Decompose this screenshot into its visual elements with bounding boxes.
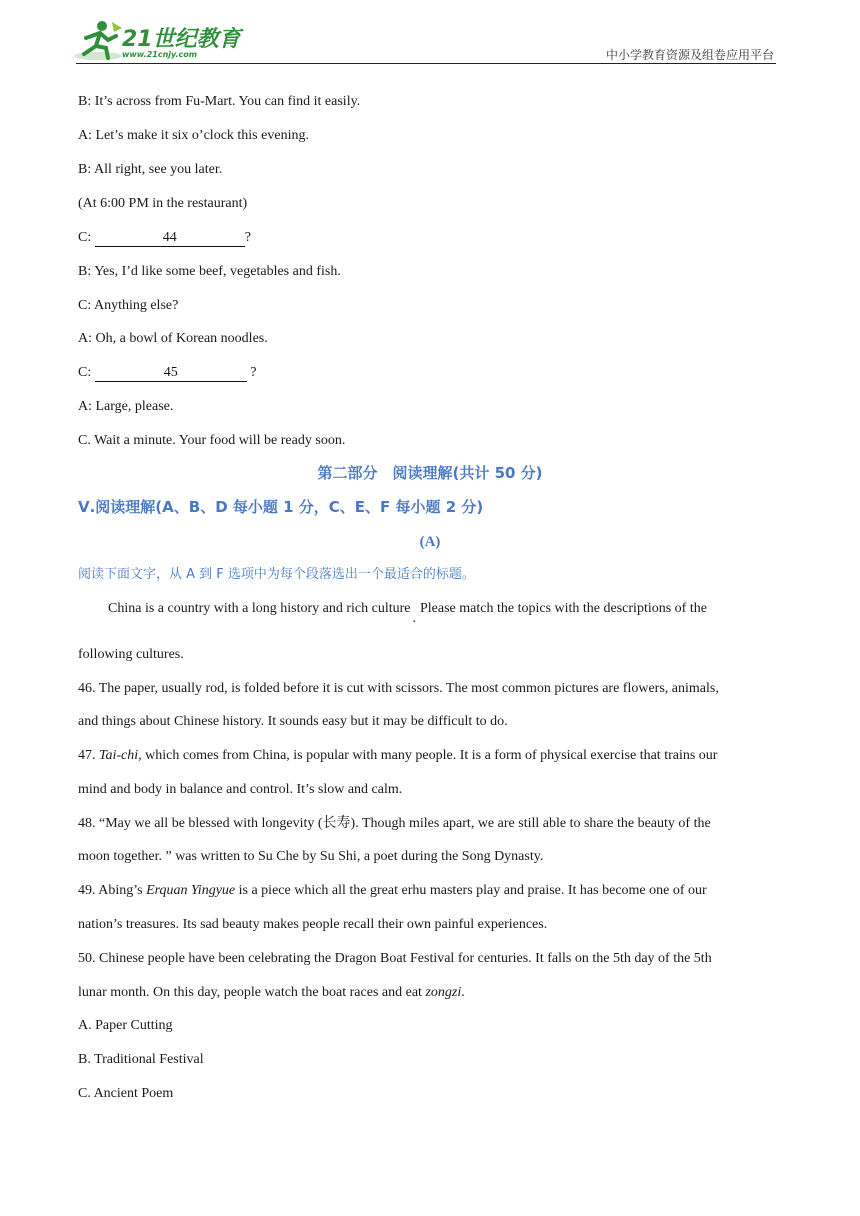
blank-44: 44 xyxy=(95,230,245,247)
dialogue-line-blank-45 xyxy=(78,364,256,382)
dialogue-line: B: It’s across from Fu-Mart. You can find it easily. xyxy=(78,94,361,109)
question-49-cont: nation’s treasures. Its sad beauty makes people recall their own painful experiences. xyxy=(78,917,548,932)
part-title: 第二部分 阅读理解(共计 50 分) xyxy=(317,464,543,482)
intro-text: Please match the topics with the descriptions of the xyxy=(420,601,707,616)
question-50: 50. Chinese people have been celebrating the Dragon Boat Festival for centuries. It falls on the 5th day of the 5th xyxy=(78,951,712,966)
dialogue-line: C: Anything else? xyxy=(78,298,179,313)
question-49 xyxy=(78,882,707,900)
dialogue-line: A: Oh, a bowl of Korean noodles. xyxy=(78,331,268,346)
question-46: 46. The paper, usually rod, is folded before it is cut with scissors. The most common pictures are flowers, animals, xyxy=(78,681,719,696)
question-46-cont: and things about Chinese history. It sounds easy but it may be difficult to do. xyxy=(78,714,508,729)
passage-intro xyxy=(108,600,707,626)
punctuation: ? xyxy=(246,365,257,380)
blank-45: 45 xyxy=(95,365,247,382)
italic-term: zongzi xyxy=(425,985,462,1000)
punctuation: ? xyxy=(244,230,251,245)
question-number: 47. xyxy=(78,748,99,763)
dialogue-line: (At 6:00 PM in the restaurant) xyxy=(78,196,248,211)
dialogue-line-blank-44 xyxy=(78,229,251,247)
question-47 xyxy=(78,747,717,765)
dialogue-line: B: Yes, I’d like some beef, vegetables and fish. xyxy=(78,264,341,279)
question-text: is a piece which all the great erhu masters play and praise. It has become one of our xyxy=(235,883,707,898)
speaker-label: C: xyxy=(78,230,95,245)
logo-text: 21世纪教育 xyxy=(122,27,241,52)
runner-logo-icon xyxy=(72,18,124,62)
italic-term: Tai-chi xyxy=(99,748,139,763)
question-48-cont: moon together. ” was written to Su Che by Su Shi, a poet during the Song Dynasty. xyxy=(78,849,544,864)
dialogue-line: B: All right, see you later. xyxy=(78,162,223,177)
question-47-cont: mind and body in balance and control. It’s slow and calm. xyxy=(78,782,403,797)
platform-name: 中小学教育资源及组卷应用平台 xyxy=(605,48,774,62)
instruction: 阅读下面文字，从 A 到 F 选项中为每个段落选出一个最适合的标题。 xyxy=(78,567,475,582)
italic-term: Erquan Yingyue xyxy=(146,883,236,898)
dialogue-line: A: Let’s make it six o’clock this evening. xyxy=(78,128,309,143)
subsection-label: (A) xyxy=(419,534,441,550)
question-48: 48. “May we all be blessed with longevity (长寿). Though miles apart, we are still able to share the beauty of the xyxy=(78,816,711,831)
question-text: , which comes from China, is popular with many people. It is a form of physical exercise that trains our xyxy=(138,748,718,763)
passage-intro-cont: following cultures. xyxy=(78,647,184,662)
option-b: B. Traditional Festival xyxy=(78,1052,204,1067)
option-c: C. Ancient Poem xyxy=(78,1086,174,1101)
question-50-cont xyxy=(78,984,465,1002)
punctuation: . xyxy=(461,985,465,1000)
dialogue-line: C. Wait a minute. Your food will be ready soon. xyxy=(78,433,346,448)
logo-url: www.21cnjy.com xyxy=(122,50,198,59)
section-title: Ⅴ.阅读理解(A、B、D 每小题 1 分，C、E、F 每小题 2 分) xyxy=(78,498,484,516)
page-header xyxy=(0,0,860,66)
intro-text: China is a country with a long history and rich culture xyxy=(108,601,411,616)
speaker-label: C: xyxy=(78,365,95,380)
logo xyxy=(72,18,242,62)
question-text: lunar month. On this day, people watch the boat races and eat xyxy=(78,985,426,1000)
question-number: 49. Abing’s xyxy=(78,883,147,898)
option-a: A. Paper Cutting xyxy=(78,1018,173,1033)
intro-period: . xyxy=(412,611,416,626)
header-rule xyxy=(76,63,776,64)
dialogue-line: A: Large, please. xyxy=(78,399,174,414)
